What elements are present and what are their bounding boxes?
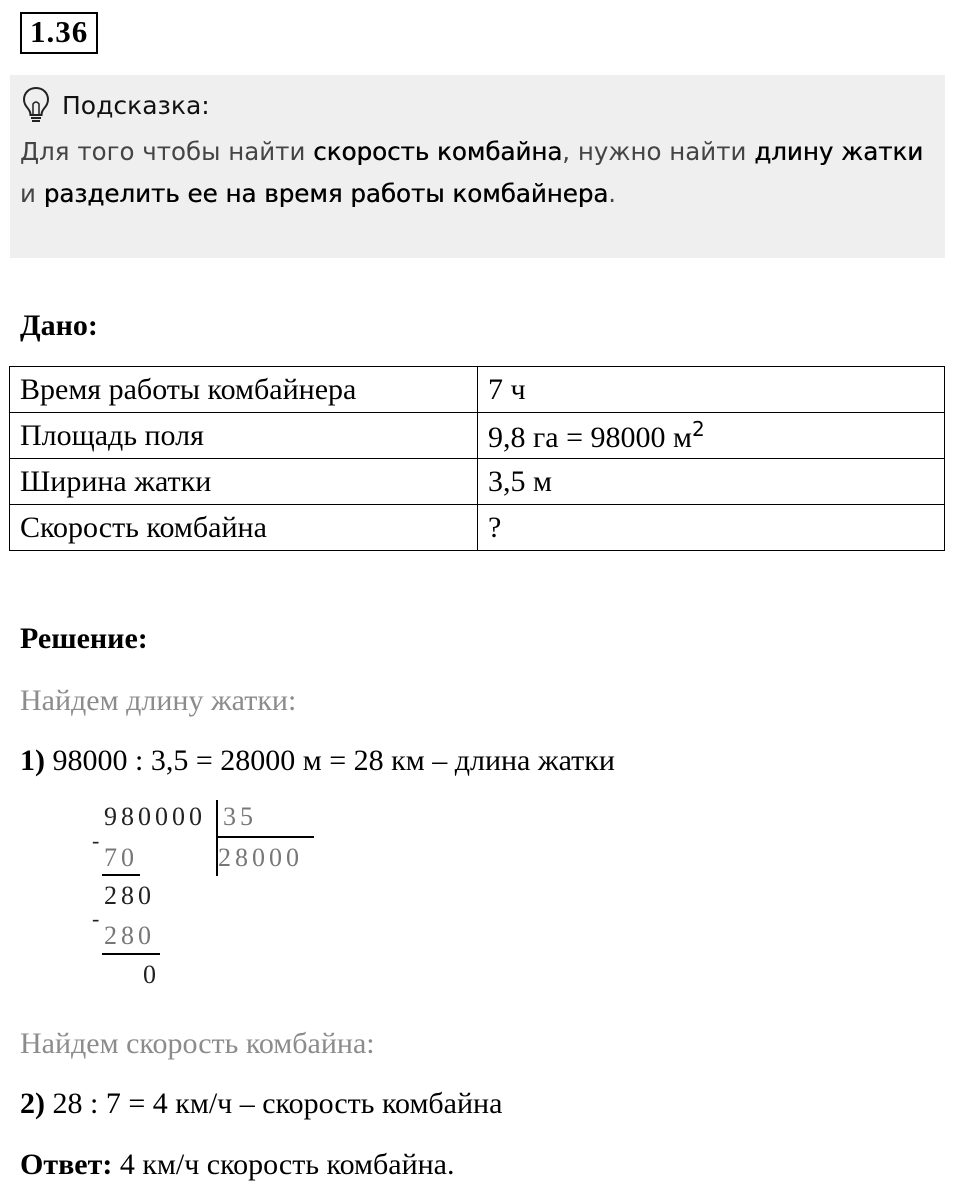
table-row xyxy=(10,459,945,505)
solution-heading: Решение: xyxy=(20,622,148,655)
hint-emphasis-speed: скорость комбайна xyxy=(313,137,563,166)
table-row xyxy=(10,413,945,459)
hint-box xyxy=(10,75,945,258)
table-row xyxy=(10,505,945,551)
given-label: Время работы комбайнера xyxy=(10,367,478,413)
table-row xyxy=(10,367,945,413)
given-label: Скорость комбайна xyxy=(10,505,478,551)
find-speed-caption: Найдем скорость комбайна: xyxy=(20,1027,375,1060)
answer xyxy=(20,1148,455,1182)
remainder-2: 0 xyxy=(143,960,160,989)
division-bar-horizontal xyxy=(216,836,314,838)
lightbulb-icon xyxy=(22,86,50,124)
remainder-1: 280 xyxy=(104,881,155,910)
step-2 xyxy=(20,1087,502,1121)
given-value xyxy=(478,413,945,459)
step-1 xyxy=(20,744,615,778)
answer-label: Ответ: xyxy=(20,1148,113,1181)
given-value: 7 ч xyxy=(478,367,945,413)
divisor: 35 xyxy=(223,802,257,831)
step-number: 2) xyxy=(20,1087,45,1120)
step-text: 98000 : 3,5 = 28000 м = 28 км – длина жатки xyxy=(45,744,615,777)
subtrahend-1: 70 xyxy=(104,843,138,872)
given-value-text: 9,8 га = 98000 м xyxy=(488,420,693,454)
subtraction-line xyxy=(102,953,160,955)
given-label: Площадь поля xyxy=(10,413,478,459)
minus-sign: - xyxy=(92,906,104,931)
hint-emphasis-divide: разделить ее на время работы комбайнера xyxy=(43,179,609,208)
step-number: 1) xyxy=(20,744,45,777)
dividend: 980000 xyxy=(104,802,206,831)
superscript: 2 xyxy=(692,416,705,441)
hint-emphasis-length: длину жатки xyxy=(754,137,924,166)
given-label: Ширина жатки xyxy=(10,459,478,505)
given-table xyxy=(9,366,945,551)
given-value: ? xyxy=(478,505,945,551)
subtrahend-2: 280 xyxy=(104,921,155,950)
answer-text: 4 км/ч скорость комбайна. xyxy=(112,1148,455,1181)
subtraction-line xyxy=(102,874,140,876)
quotient: 28000 xyxy=(218,843,303,872)
given-value: 3,5 м xyxy=(478,459,945,505)
minus-sign: - xyxy=(92,828,104,853)
given-heading: Дано: xyxy=(20,309,98,342)
hint-text-part: и xyxy=(20,179,44,208)
hint-title-text: Подсказка: xyxy=(62,90,210,120)
find-length-caption: Найдем длину жатки: xyxy=(20,684,297,717)
hint-title xyxy=(22,83,210,127)
hint-text-part: , нужно найти xyxy=(562,137,755,166)
task-number: 1.36 xyxy=(20,12,98,54)
step-text: 28 : 7 = 4 км/ч – скорость комбайна xyxy=(45,1087,503,1120)
hint-text-part: Для того чтобы найти xyxy=(20,137,314,166)
hint-text-part: . xyxy=(608,179,617,208)
hint-text xyxy=(20,131,940,215)
